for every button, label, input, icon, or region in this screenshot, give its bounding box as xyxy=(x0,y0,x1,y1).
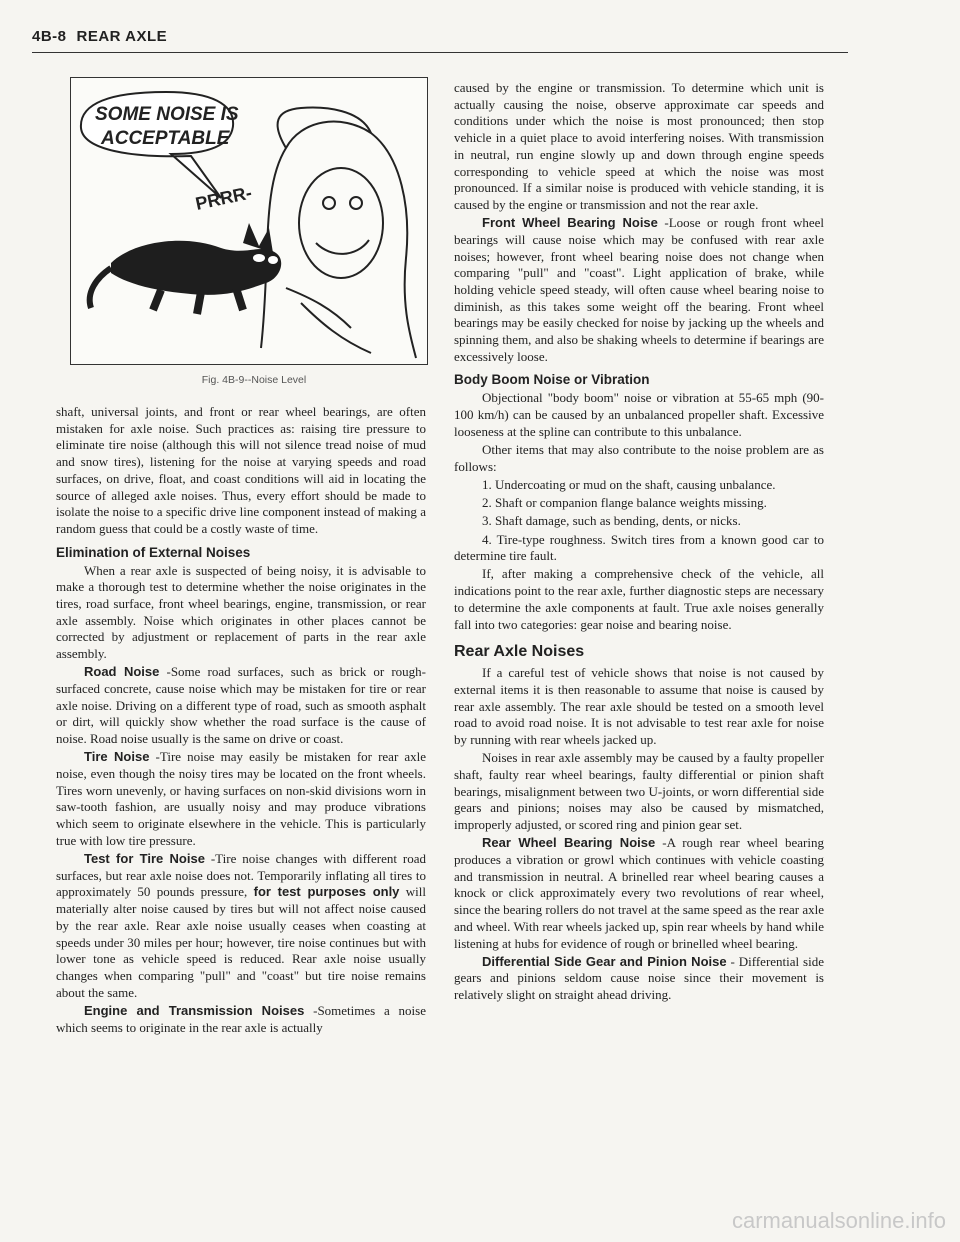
paragraph-tire-noise: Tire Noise -Tire noise may easily be mistaken for rear axle noise, even though the noisy tires may be located on the front wheels. Tires worn unevenly, or having surfaces on non-skid divisions worn in saw-tooth fashion, are usually noisy and may produce vibrations which seem to originate elsewhere in the vehicle. This is particularly true with low tire pressure. xyxy=(56,749,426,848)
header-rule xyxy=(32,52,848,53)
right-column xyxy=(454,80,824,1005)
cat-silhouette xyxy=(90,223,282,314)
character-figure xyxy=(261,108,416,358)
paragraph-test-tire-noise: Test for Tire Noise -Tire noise changes with different road surfaces, but rear axle noise does not. Temporarily inflating all tires to approximately 50 pounds pressure, for test purposes only will materially alter noise caused by tires but will not affect noise caused by the rear axle. Rear axle noise usually ceases when coasting at speeds under 30 miles per hour; however, tire noise continues but with lower tone as vehicle speed is reduced. Rear axle noise usually changes when comparing "pull" and "coast" but tire noise remains about the same. xyxy=(56,851,426,1000)
list-item: 4. Tire-type roughness. Switch tires from a known good car to determine tire fault. xyxy=(454,531,824,564)
run-in-heading: Differential Side Gear and Pinion Noise xyxy=(482,953,727,969)
list-item: 3. Shaft damage, such as bending, dents, or nicks. xyxy=(482,513,741,529)
run-in-heading: Rear Wheel Bearing Noise xyxy=(482,835,656,851)
bubble-line-1: SOME NOISE IS xyxy=(95,104,239,125)
figure-caption: Fig. 4B-9--Noise Level xyxy=(201,374,307,386)
paragraph-engine-noise: Engine and Transmission Noises -Sometimes a noise which seems to originate in the rear axle is actually xyxy=(56,1002,426,1035)
section-heading-external-noises: Elimination of External Noises xyxy=(56,544,251,560)
cartoon-illustration xyxy=(71,78,427,364)
list-item: 1. Undercoating or mud on the shaft, causing unbalance. xyxy=(482,476,776,492)
run-in-heading: Road Noise xyxy=(84,664,160,680)
run-in-heading: Engine and Transmission Noises xyxy=(84,1002,305,1018)
paragraph: If a careful test of vehicle shows that noise is not caused by external items it is then reasonable to assume that noise is caused by rear axle assembly. The rear axle should be tested on a smooth level road to avoid road noise. It is not advisable to test rear axle for noise by running with rear wheels jacked up. xyxy=(454,665,824,748)
paragraph-front-wheel-bearing: Front Wheel Bearing Noise -Loose or rough front wheel bearings will cause noise which may be confused with rear axle noises; however, front wheel bearing noise does not change when comparing "pull" and "coast". Light application of brake, while holding vehicle speed steady, will often cause wheel bearing noise to diminish, as this takes some weight off the bearing. Front wheel bearings may be easily checked for noise by jacking up the wheels and spinning them, and also be shaking wheels to determine if bearings are excessively loose. xyxy=(454,215,824,364)
sound-effect-text: PRRR- xyxy=(193,182,254,214)
paragraph: shaft, universal joints, and front or rear wheel bearings, are often mistaken for axle noise. Such practices as: raising tire pressure to eliminate tire noise (although this will not silence tread noise of mud and snow tires), listening for the noise at varying speeds and road surfaces, on drive, float, and coast conditions will aid in locating the source of alleged axle noises. Thus, every effort should be made to isolate the noise to a specific drive line component instead of making a random guess that could be a costly waste of time. xyxy=(56,404,426,536)
paragraph: Objectional "body boom" noise or vibration at 55-65 mph (90-100 km/h) can be caused by an unbalanced propeller shaft. Excessive looseness at the spline can contribute to this unbalance. xyxy=(454,390,824,439)
paragraph: When a rear axle is suspected of being noisy, it is advisable to make a thorough test to determine whether the noise originates in the tires, road surface, front wheel bearings, engine, transmission, or rear axle assembly. Noise which originates in other places cannot be corrected by adjustment or replacement of parts in the rear axle assembly. xyxy=(56,562,426,662)
paragraph: Other items that may also contribute to the noise problem are as follows: xyxy=(454,442,824,474)
section-heading-rear-axle-noises: Rear Axle Noises xyxy=(454,643,585,661)
page-header xyxy=(32,28,167,45)
run-in-heading: Tire Noise xyxy=(84,749,150,765)
paragraph-road-noise: Road Noise -Some road surfaces, such as brick or rough-surfaced concrete, cause noise which may be mistaken for tire or rear axle noise. Driving on a different type of road, such as smooth asphalt or dirt, will quickly show whether the road surface is the cause of noise. Road noise usually is the same on drive or coast. xyxy=(56,664,426,747)
list-item: 2. Shaft or companion flange balance weights missing. xyxy=(482,495,767,511)
section-title: REAR AXLE xyxy=(76,28,168,45)
paragraph: Noises in rear axle assembly may be caused by a faulty propeller shaft, faulty rear wheel bearings, faulty differential or pinion shaft bearings, misalignment between two U-joints, or worn differential side gears and pinions; noises may also be caused by mismatched, improperly adjusted, or scored ring and pinion gear set. xyxy=(454,750,824,833)
left-column xyxy=(56,404,426,1038)
paragraph-rear-wheel-bearing: Rear Wheel Bearing Noise -A rough rear wheel bearing produces a vibration or growl which continues with vehicle coasting and transmission in neutral. A brinelled rear wheel bearing causes a knock or click approximately every two revolutions of rear wheel, since the bearing rollers do not travel at the same speed as the rear axle and wheel. With rear wheels jacked up, spin rear wheels by hand while listening at hubs for evidence of rough or brinelled wheel bearing. xyxy=(454,835,824,951)
paragraph: caused by the engine or transmission. To determine which unit is actually causing the noise, observe approximate car speeds and conditions under which the noise is most pronounced; then stop vehicle in a quiet place to avoid interfering noises. With transmission in neutral, run engine slowly up and down through engine speeds corresponding to vehicle speed at which the noise was most pronounced. If a similar noise is produced with vehicle standing, it is caused by the engine or transmission and not the rear axle. xyxy=(454,80,824,212)
paragraph: If, after making a comprehensive check of the vehicle, all indications point to the rear axle, further diagnostic steps are necessary to determine the axle components at fault. True axle noises generally fall into two categories: gear noise and bearing noise. xyxy=(454,566,824,632)
run-in-heading: Front Wheel Bearing Noise xyxy=(482,215,658,231)
watermark: carmanualsonline.info xyxy=(731,1208,946,1233)
noise-level-illustration xyxy=(70,77,428,365)
page-number: 4B-8 xyxy=(32,28,67,45)
section-heading-body-boom: Body Boom Noise or Vibration xyxy=(454,372,650,388)
run-in-heading: Test for Tire Noise xyxy=(84,851,205,867)
emphasis-text: for test purposes only xyxy=(253,884,400,900)
bubble-line-2: ACCEPTABLE xyxy=(101,128,230,149)
paragraph-differential-noise: Differential Side Gear and Pinion Noise - Differential side gears and pinions seldom cause noise since their movement is relatively slight on straight ahead driving. xyxy=(454,953,824,1003)
